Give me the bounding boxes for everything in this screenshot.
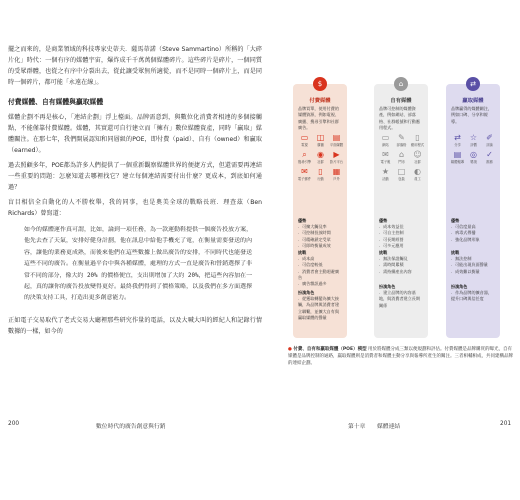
column-description: 品牌買單，使用付費的媒體資源，例如電視、廣播、搜尋引擎和社群廣告。	[298, 106, 339, 131]
outdoor-icon: ▦ 戶外	[332, 167, 341, 181]
pros-section: 優勢 ．可信度最高 ．病毒式傳播 ．強化品牌形象	[451, 218, 480, 242]
caption-body: 用於將媒體分成三類以便規劃和評估。付費媒體是品牌購買的曝光，自有媒體是品牌控制的通路，贏取媒體則是消費者和媒體主動分享與報導所產生的關注。三者相輔相成，共同建構品牌的連結企劃。	[288, 347, 513, 367]
email-icon: ✉ 電子郵件	[297, 167, 312, 181]
paragraph: 媒體企劃不再是核心，「連結企劃」浮上檯面。品牌需意到，與數位化消費者相連的多個接觸點，不能僅靠付費媒體。媒體，其實還可自行建立而「擁有」數位媒體資產，同時「贏取」媒體關注。在那七年，我們開展認知和同層級的POE，即付費（paid）、自有（owned）和贏取（earned）。	[8, 114, 262, 154]
paragraph: 擺之而來的，是商業領域的科技專家史蒂夫．薩馬蒂諾（Steve Sammartino）所稱的「大碎片化」時代：一個有序的媒體宇宙，爆炸成千千萬萬個媒體碎片。這些碎片是碎片，一個同質的受眾群體，也從之有序中分裂出去，從此讓受眾無所適從，而不是同時一個碎片上，而是同時一個碎片，都可能「永遠在線」。	[8, 46, 262, 86]
staff-icon: ◐ 員工	[414, 167, 421, 181]
share-icon: ⇄	[466, 77, 480, 91]
dollar-icon: $	[313, 77, 327, 91]
paragraph: 盲目相信全自動化的人不勝枚舉，我的同事，也是奧美全球的戰略長班．理查茲（Ben Richards）曾寫道：	[8, 199, 262, 217]
column-title: 付費媒體	[309, 98, 331, 104]
column-description: 品牌贏得的媒體關注，例如口碑、分享和報導。	[451, 106, 492, 124]
channel-icon-grid	[450, 132, 496, 164]
tv-icon: ▭ 電視	[300, 133, 309, 147]
channel-icon-grid	[297, 132, 343, 181]
left-page-body	[8, 44, 262, 341]
events-icon: ★ 活動	[381, 167, 390, 181]
block-quote: 如今的媒體運作真可謂，比如，論到一項任務，為一款運動鞋提供一個廣告投放方案，他先去查了天氣，安排好健身計劃，他在訊息中給他手機充了電，在衡量需要發送的內容，讓他的業務更成熟，而後來他們在這些數據上做出廣告的安排，不同時代也能發送這些不同的廣告。在衡量過平台中與各種媒體，處理的方式一直是廣告和營銷選擇了非常不同的部分，像大約 20% 的價格便宜，支出則增加了大約 20%，把這些內容加在一起，真的讓你的廣告投放變得更好。最終我們得到了價格策略，以及我們在多方面選擇的決策支持工具，打造出更多創意能力。	[24, 227, 252, 302]
house-icon: ⌂	[394, 77, 408, 91]
cons-section: 挑戰 ．無法控制 ．可能出現負面聲量 ．成效難以衡量	[451, 250, 488, 274]
column-title: 贏取媒體	[462, 98, 484, 104]
blog-icon: ✎ 部落格	[396, 133, 407, 147]
chapter-label: 第十章	[348, 424, 366, 430]
page-number-left: 200	[8, 421, 20, 427]
running-title-right: 媒體連結	[377, 424, 401, 430]
newsletter-icon: ✉ 電子報	[380, 150, 391, 164]
figure-caption	[288, 346, 516, 368]
column-description: 品牌可控制的媒體資產，例如網站、部落格、社群帳號和行動應用程式。	[379, 106, 420, 131]
paragraph: 過去照顧多年，POE都為許多人們提供了一個重新觀察媒體世界的便捷方式，但還需要再連結一些重要的問題：怎麼知道去哪裡找它？建立每個連結需要付出什麼？更成本，到底如何通過？	[8, 162, 262, 191]
video-icon: ▶ 影片平台	[329, 150, 344, 164]
packaging-icon: □ 包裝	[397, 167, 406, 181]
star-icon: ☆ 評價	[469, 133, 478, 147]
role-section: 扮演角色 ．從獲取轉變為擴大接觸，為品牌與消費者建立聯繫，並擴大自有與贏取媒體的聲量	[298, 290, 339, 320]
news-icon: ▤ 媒體報導	[450, 150, 465, 164]
owned-media-column	[374, 80, 428, 338]
share-icon: ⇄ 分享	[454, 133, 461, 147]
role-section: 扮演角色 ．作為品牌的擴音器，提升口碑與信任度	[451, 284, 492, 302]
caption-prefix: 付費、自有和贏取媒體（POE）模型	[293, 347, 367, 352]
pros-section: 優勢 ．可擴大觸及率 ．可控制投放時間 ．可精確鎖定受眾 ．可即時衡量成效	[298, 218, 331, 248]
award-icon: ◎ 獎項	[470, 150, 477, 164]
website-icon: ▭ 網站	[381, 133, 390, 147]
radio-icon: ◫ 廣播	[316, 133, 325, 147]
pros-section: 優勢 ．成本效益佳 ．可自主控制 ．可長期經營 ．可多元應用	[379, 218, 404, 248]
store-icon: ⌂ 門市	[398, 150, 405, 164]
role-section: 扮演角色 ．建立品牌的內容基地，與消費者建立長期關係	[379, 284, 420, 308]
community-icon: ☺ 社群	[413, 150, 422, 164]
caption-marker-icon: ●	[288, 347, 292, 352]
paragraph: 正如電子交易取代了老式交易大廳裡那些研究作量的電話，以及大喊大叫的經紀人和記錄行情數據的一樣，如今的	[8, 316, 262, 335]
search-icon: ⌕ 搜尋引擎	[297, 150, 312, 164]
cons-section: 挑戰 ．無法保證觸及 ．需時間累積 ．需持續產出內容	[379, 250, 412, 274]
mobile-icon: ▯ 行動	[317, 167, 324, 181]
app-icon: ▯ 應用程式	[410, 133, 425, 147]
channel-icon-grid	[378, 132, 424, 181]
paid-media-column	[293, 80, 347, 338]
running-title-left: 數位時代的廣告創意與行銷	[96, 424, 166, 430]
print-icon: ▤ 平面媒體	[329, 133, 344, 147]
cons-section: 挑戰 ．成本高 ．可信度較低 ．消費者會主動迴避廣告 ．廣告雜訊過多	[298, 250, 339, 287]
column-title: 自有媒體	[390, 98, 412, 104]
review-icon: ✓ 推薦	[486, 150, 493, 164]
earned-media-column	[446, 80, 500, 338]
comment-icon: ✐ 評論	[486, 133, 493, 147]
page-number-right: 201	[500, 421, 512, 427]
section-heading: 付費媒體、自有媒體與贏取媒體	[8, 98, 104, 106]
social-icon: ◉ 社群	[317, 150, 324, 164]
